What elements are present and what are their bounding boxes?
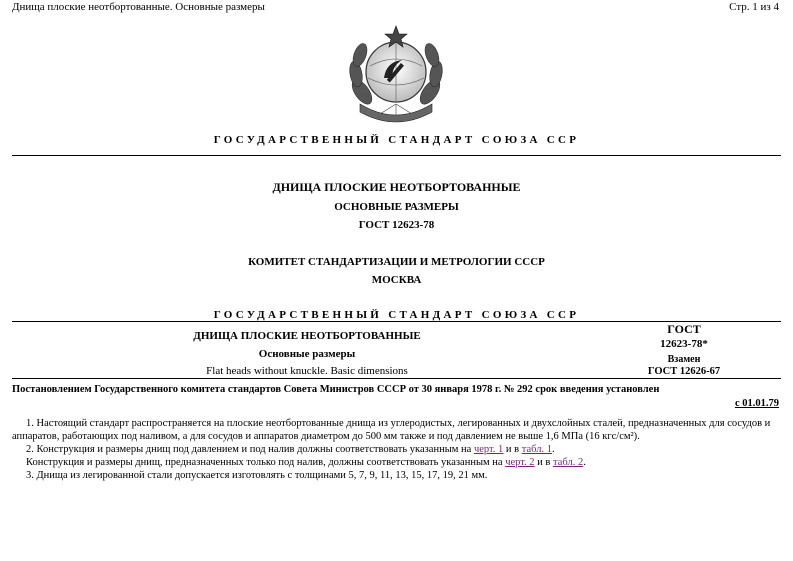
state-standard-heading-2: ГОСУДАРСТВЕННЫЙ СТАНДАРТ СОЮЗА ССР [213, 309, 580, 321]
clause-2 [12, 443, 781, 456]
clause-2b-text: Конструкция и размеры днищ, предназначенных только под налив, должны соответствовать указанным на [26, 457, 506, 468]
drawing-1-link[interactable]: черт. 1 [473, 444, 504, 455]
clause-2b [12, 456, 781, 469]
effective-date: с 01.01.79 [734, 398, 779, 409]
clause-1: 1. Настоящий стандарт распространяется на плоские неотбортованные днища из углеродистых, легированных и двухслойных сталей, предназначенных для сосудов и аппаратов, работающих под наливом, а для сосудов и аппаратов диаметром до 500 мм также и под давлением не выше 1,6 МПа (16 кгс/см²). [12, 418, 771, 442]
cover-city: МОСКВА [371, 274, 422, 286]
divider [12, 378, 781, 379]
clause-2b-end: . [583, 457, 586, 468]
replaces-standard: ГОСТ 12626-67 [647, 366, 721, 377]
ussr-emblem-icon [340, 22, 452, 130]
state-standard-heading: ГОСУДАРСТВЕННЫЙ СТАНДАРТ СОЮЗА ССР [213, 134, 580, 146]
gost-number: 12623-78* [660, 338, 708, 350]
clause-2-joiner: и в [503, 444, 522, 455]
cover-committee: КОМИТЕТ СТАНДАРТИЗАЦИИ И МЕТРОЛОГИИ СССР [248, 256, 545, 268]
table-2-link[interactable]: табл. 2 [553, 457, 584, 468]
drawing-2-link[interactable]: черт. 2 [505, 457, 535, 468]
page-counter: Стр. 1 из 4 [729, 1, 779, 13]
document-body [12, 417, 781, 482]
clause-2-end: . [551, 444, 555, 455]
cover-title: ДНИЩА ПЛОСКИЕ НЕОТБОРТОВАННЫЕ [272, 180, 521, 194]
gost-label: ГОСТ [667, 322, 701, 336]
resolution-text: Постановлением Государственного комитета стандартов Совета Министров СССР от 30 января 1978 г. № 292 срок введения установлен [12, 384, 660, 395]
replaces-label: Взамен [667, 354, 701, 365]
block-subtitle: Основные размеры [258, 348, 356, 360]
cover-code: ГОСТ 12623-78 [358, 219, 435, 231]
divider [12, 321, 781, 322]
clause-2-text: 2. Конструкция и размеры днищ под давлением и под налив должны соответствовать указанным на [26, 444, 474, 455]
cover-subtitle: ОСНОВНЫЕ РАЗМЕРЫ [334, 201, 459, 213]
document-header-title: Днища плоские неотбортованные. Основные размеры [12, 1, 265, 13]
clause-3: 3. Днища из легированной стали допускается изготовлять с толщинами 5, 7, 9, 11, 13, 15, 17, 19, 21 мм. [26, 470, 488, 481]
block-title: ДНИЩА ПЛОСКИЕ НЕОТБОРТОВАННЫЕ [193, 330, 421, 342]
block-english-title: Flat heads without knuckle. Basic dimensions [206, 365, 408, 377]
table-1-link[interactable]: табл. 1 [521, 444, 552, 455]
divider [12, 155, 781, 156]
clause-2b-joiner: и в [534, 457, 553, 468]
